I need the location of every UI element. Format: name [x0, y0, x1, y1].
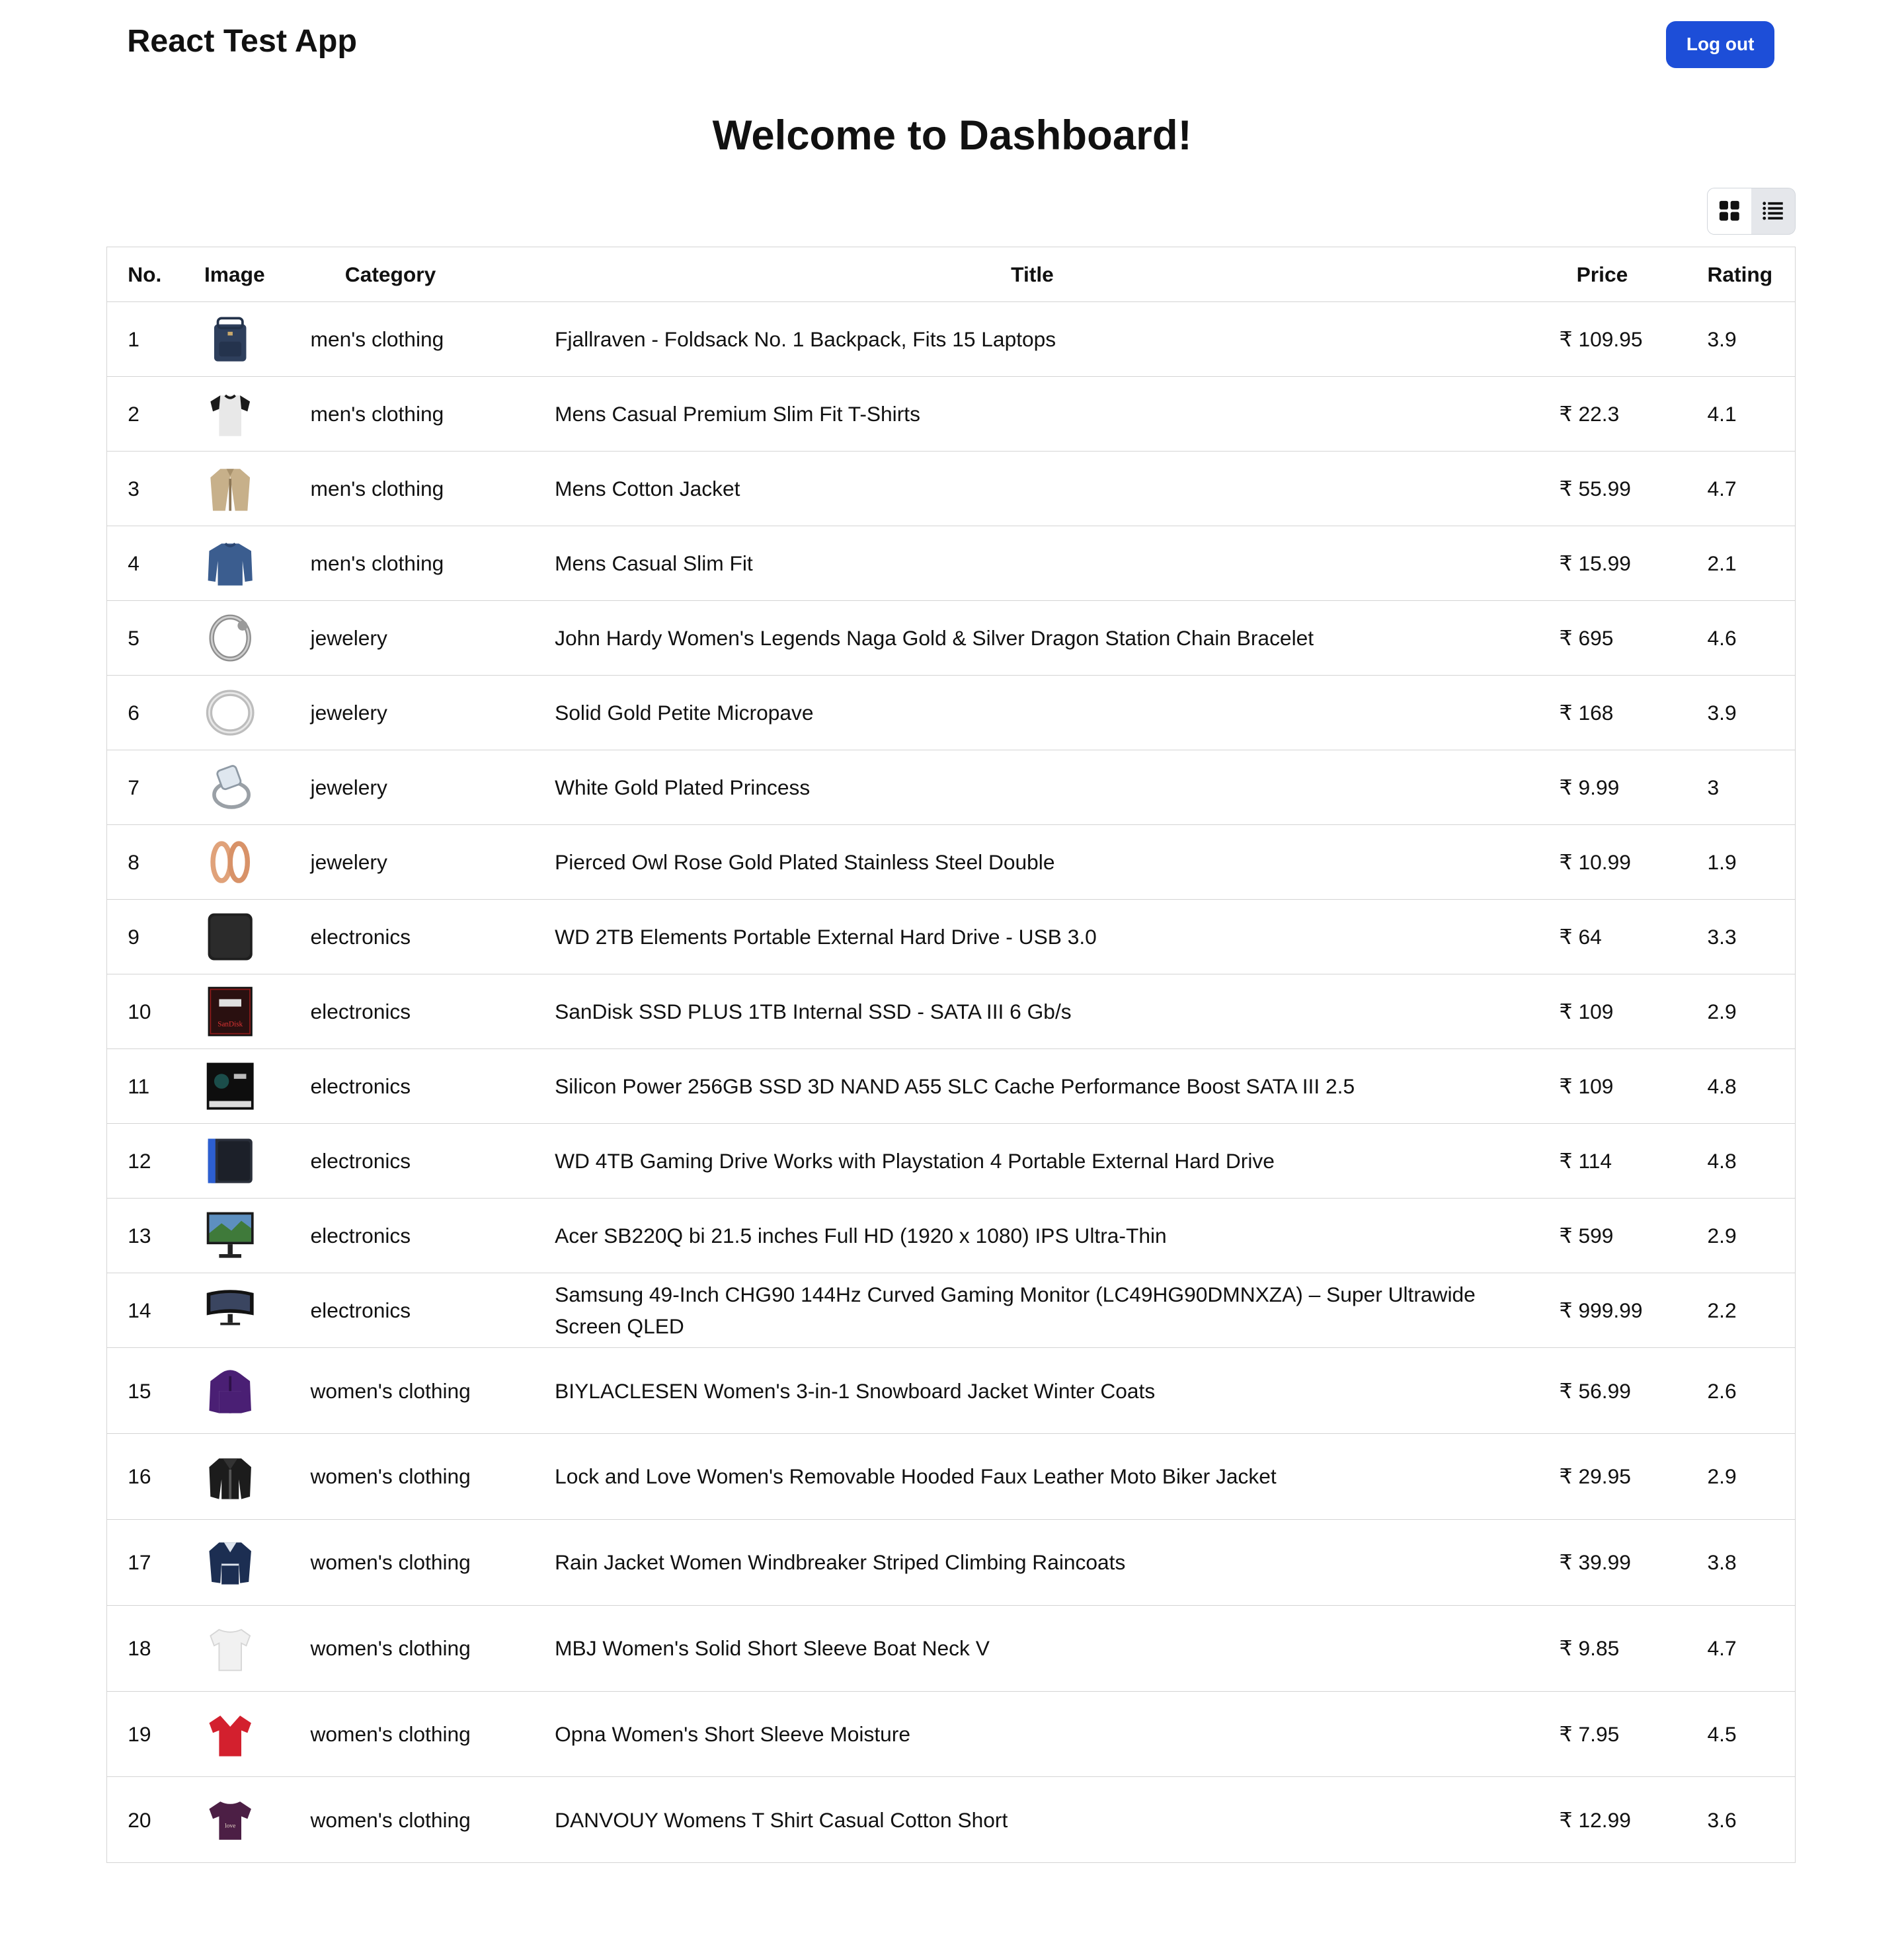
- row-price: ₹ 695: [1560, 601, 1708, 676]
- view-toggle-bar: [0, 188, 1904, 235]
- table-row: [106, 750, 1796, 825]
- longsleeve-image: [204, 536, 256, 590]
- row-category: women's clothing: [311, 1605, 555, 1691]
- row-image-cell: [204, 1520, 311, 1606]
- row-image-cell: [204, 750, 311, 825]
- row-title: Opna Women's Short Sleeve Moisture: [555, 1691, 1559, 1777]
- monitor-image: [204, 1208, 256, 1263]
- list-view-button[interactable]: [1751, 188, 1795, 234]
- row-category: jewelery: [311, 676, 555, 750]
- row-no: 7: [106, 750, 204, 825]
- earrings-image: [204, 835, 256, 889]
- row-category: electronics: [311, 1049, 555, 1124]
- row-category: jewelery: [311, 750, 555, 825]
- ssd-image: [204, 984, 256, 1039]
- table-header-row: [106, 247, 1796, 302]
- row-no: 14: [106, 1273, 204, 1348]
- row-image-cell: [204, 1049, 311, 1124]
- row-image-cell: [204, 676, 311, 750]
- row-title: Mens Cotton Jacket: [555, 452, 1559, 526]
- row-category: jewelery: [311, 601, 555, 676]
- header-image: Image: [204, 247, 311, 302]
- row-price: ₹ 55.99: [1560, 452, 1708, 526]
- row-price: ₹ 10.99: [1560, 825, 1708, 900]
- bracelet-image: [204, 611, 256, 665]
- row-price: ₹ 109: [1560, 974, 1708, 1049]
- row-category: women's clothing: [311, 1520, 555, 1606]
- row-image-cell: [204, 1273, 311, 1348]
- row-no: 18: [106, 1605, 204, 1691]
- header-price: Price: [1560, 247, 1708, 302]
- row-title: Rain Jacket Women Windbreaker Striped Climbing Raincoats: [555, 1520, 1559, 1606]
- row-no: 3: [106, 452, 204, 526]
- view-toggle: [1707, 188, 1796, 235]
- row-title: John Hardy Women's Legends Naga Gold & Silver Dragon Station Chain Bracelet: [555, 601, 1559, 676]
- row-category: electronics: [311, 1273, 555, 1348]
- ring-image: [204, 686, 256, 740]
- row-rating: 4.8: [1708, 1049, 1796, 1124]
- row-image-cell: [204, 302, 311, 377]
- table-body: [106, 302, 1796, 1863]
- row-no: 2: [106, 377, 204, 452]
- row-title: BIYLACLESEN Women's 3-in-1 Snowboard Jacket Winter Coats: [555, 1348, 1559, 1434]
- row-title: Acer SB220Q bi 21.5 inches Full HD (1920 x 1080) IPS Ultra-Thin: [555, 1199, 1559, 1273]
- table-row: [106, 1199, 1796, 1273]
- row-image-cell: [204, 900, 311, 974]
- row-no: 8: [106, 825, 204, 900]
- row-rating: 4.7: [1708, 1605, 1796, 1691]
- svg-text:love: love: [225, 1823, 236, 1830]
- row-category: electronics: [311, 1199, 555, 1273]
- row-price: ₹ 22.3: [1560, 377, 1708, 452]
- row-rating: 4.8: [1708, 1124, 1796, 1199]
- row-no: 15: [106, 1348, 204, 1434]
- row-price: ₹ 12.99: [1560, 1777, 1708, 1863]
- row-no: 20: [106, 1777, 204, 1863]
- purple-jacket-image: [204, 1364, 256, 1418]
- table-row: [106, 1605, 1796, 1691]
- row-rating: 2.1: [1708, 526, 1796, 601]
- row-image-cell: [204, 825, 311, 900]
- table-row: [106, 1434, 1796, 1520]
- row-category: men's clothing: [311, 302, 555, 377]
- row-rating: 2.9: [1708, 1434, 1796, 1520]
- header-title: Title: [555, 247, 1559, 302]
- list-icon: [1762, 201, 1784, 221]
- table-row: [106, 1691, 1796, 1777]
- row-image-cell: [204, 526, 311, 601]
- row-title: Samsung 49-Inch CHG90 144Hz Curved Gaming Monitor (LC49HG90DMNXZA) – Super Ultrawide Screen QLED: [555, 1273, 1559, 1348]
- row-no: 5: [106, 601, 204, 676]
- row-title: Fjallraven - Foldsack No. 1 Backpack, Fits 15 Laptops: [555, 302, 1559, 377]
- backpack-image: [204, 312, 256, 366]
- row-price: ₹ 7.95: [1560, 1691, 1708, 1777]
- products-table: [106, 247, 1796, 1863]
- table-row: [106, 974, 1796, 1049]
- top-bar: [0, 0, 1904, 89]
- princess-ring-image: [204, 760, 256, 814]
- row-no: 6: [106, 676, 204, 750]
- row-category: women's clothing: [311, 1434, 555, 1520]
- row-price: ₹ 109.95: [1560, 302, 1708, 377]
- row-no: 10: [106, 974, 204, 1049]
- ssd-box-image: [204, 1059, 256, 1113]
- row-image-cell: [204, 1124, 311, 1199]
- row-no: 12: [106, 1124, 204, 1199]
- row-title: Silicon Power 256GB SSD 3D NAND A55 SLC Cache Performance Boost SATA III 2.5: [555, 1049, 1559, 1124]
- row-rating: 4.6: [1708, 601, 1796, 676]
- row-rating: 4.7: [1708, 452, 1796, 526]
- grid-view-button[interactable]: [1708, 188, 1751, 234]
- table-row: [106, 1049, 1796, 1124]
- row-title: MBJ Women's Solid Short Sleeve Boat Neck V: [555, 1605, 1559, 1691]
- row-rating: 3.3: [1708, 900, 1796, 974]
- svg-text:SanDisk: SanDisk: [218, 1020, 243, 1029]
- row-rating: 3.9: [1708, 676, 1796, 750]
- row-category: jewelery: [311, 825, 555, 900]
- header-no: No.: [106, 247, 204, 302]
- red-shirt-image: [204, 1707, 256, 1761]
- row-rating: 2.6: [1708, 1348, 1796, 1434]
- row-no: 13: [106, 1199, 204, 1273]
- row-title: Mens Casual Slim Fit: [555, 526, 1559, 601]
- row-price: ₹ 39.99: [1560, 1520, 1708, 1606]
- row-category: women's clothing: [311, 1691, 555, 1777]
- curved-monitor-image: [204, 1283, 256, 1337]
- row-price: ₹ 999.99: [1560, 1273, 1708, 1348]
- row-title: SanDisk SSD PLUS 1TB Internal SSD - SATA III 6 Gb/s: [555, 974, 1559, 1049]
- row-image-cell: [204, 1605, 311, 1691]
- row-price: ₹ 9.99: [1560, 750, 1708, 825]
- row-price: ₹ 114: [1560, 1124, 1708, 1199]
- row-rating: 2.2: [1708, 1273, 1796, 1348]
- row-price: ₹ 168: [1560, 676, 1708, 750]
- row-rating: 4.5: [1708, 1691, 1796, 1777]
- header-rating: Rating: [1708, 247, 1796, 302]
- row-no: 16: [106, 1434, 204, 1520]
- row-rating: 3.9: [1708, 302, 1796, 377]
- row-image-cell: [204, 974, 311, 1049]
- row-category: electronics: [311, 1124, 555, 1199]
- rain-jacket-image: [204, 1535, 256, 1589]
- grid-icon: [1718, 200, 1741, 222]
- row-image-cell: [204, 377, 311, 452]
- row-no: 1: [106, 302, 204, 377]
- row-title: Lock and Love Women's Removable Hooded Faux Leather Moto Biker Jacket: [555, 1434, 1559, 1520]
- row-image-cell: [204, 1434, 311, 1520]
- row-title: WD 4TB Gaming Drive Works with Playstation 4 Portable External Hard Drive: [555, 1124, 1559, 1199]
- row-price: ₹ 56.99: [1560, 1348, 1708, 1434]
- row-price: ₹ 599: [1560, 1199, 1708, 1273]
- row-no: 19: [106, 1691, 204, 1777]
- hard-drive-image: [204, 910, 256, 964]
- row-title: Solid Gold Petite Micropave: [555, 676, 1559, 750]
- logout-button[interactable]: Log out: [1666, 21, 1774, 68]
- row-category: women's clothing: [311, 1777, 555, 1863]
- row-rating: 3.8: [1708, 1520, 1796, 1606]
- row-title: DANVOUY Womens T Shirt Casual Cotton Short: [555, 1777, 1559, 1863]
- table-row: [106, 900, 1796, 974]
- row-image-cell: [204, 601, 311, 676]
- table-row: [106, 377, 1796, 452]
- table-row: [106, 302, 1796, 377]
- row-rating: 1.9: [1708, 825, 1796, 900]
- row-rating: 4.1: [1708, 377, 1796, 452]
- row-category: electronics: [311, 900, 555, 974]
- row-image-cell: [204, 452, 311, 526]
- gaming-drive-image: [204, 1134, 256, 1188]
- row-no: 17: [106, 1520, 204, 1606]
- table-row: [106, 1348, 1796, 1434]
- table-row: [106, 1273, 1796, 1348]
- row-price: ₹ 15.99: [1560, 526, 1708, 601]
- table-row: [106, 676, 1796, 750]
- purple-tshirt-image: [204, 1793, 256, 1847]
- row-category: men's clothing: [311, 377, 555, 452]
- row-category: men's clothing: [311, 526, 555, 601]
- row-title: White Gold Plated Princess: [555, 750, 1559, 825]
- row-image-cell: [204, 1777, 311, 1863]
- row-price: ₹ 29.95: [1560, 1434, 1708, 1520]
- row-image-cell: [204, 1691, 311, 1777]
- row-category: men's clothing: [311, 452, 555, 526]
- row-price: ₹ 9.85: [1560, 1605, 1708, 1691]
- table-row: [106, 452, 1796, 526]
- row-no: 9: [106, 900, 204, 974]
- row-image-cell: [204, 1199, 311, 1273]
- table-row: [106, 526, 1796, 601]
- table-row: [106, 1520, 1796, 1606]
- jacket-image: [204, 461, 256, 516]
- row-no: 11: [106, 1049, 204, 1124]
- leather-jacket-image: [204, 1450, 256, 1504]
- page-title: Welcome to Dashboard!: [712, 112, 1192, 159]
- table-row: [106, 825, 1796, 900]
- row-image-cell: [204, 1348, 311, 1434]
- white-top-image: [204, 1621, 256, 1675]
- row-no: 4: [106, 526, 204, 601]
- row-title: Mens Casual Premium Slim Fit T-Shirts: [555, 377, 1559, 452]
- table-row: [106, 1124, 1796, 1199]
- row-category: electronics: [311, 974, 555, 1049]
- row-title: Pierced Owl Rose Gold Plated Stainless Steel Double: [555, 825, 1559, 900]
- row-category: women's clothing: [311, 1348, 555, 1434]
- row-rating: 2.9: [1708, 974, 1796, 1049]
- table-row: [106, 601, 1796, 676]
- header-category: Category: [311, 247, 555, 302]
- row-title: WD 2TB Elements Portable External Hard Drive - USB 3.0: [555, 900, 1559, 974]
- table-row: [106, 1777, 1796, 1863]
- row-rating: 2.9: [1708, 1199, 1796, 1273]
- tshirt-image: [204, 387, 256, 441]
- row-rating: 3: [1708, 750, 1796, 825]
- app-title: React Test App: [127, 22, 358, 59]
- row-price: ₹ 64: [1560, 900, 1708, 974]
- row-rating: 3.6: [1708, 1777, 1796, 1863]
- row-price: ₹ 109: [1560, 1049, 1708, 1124]
